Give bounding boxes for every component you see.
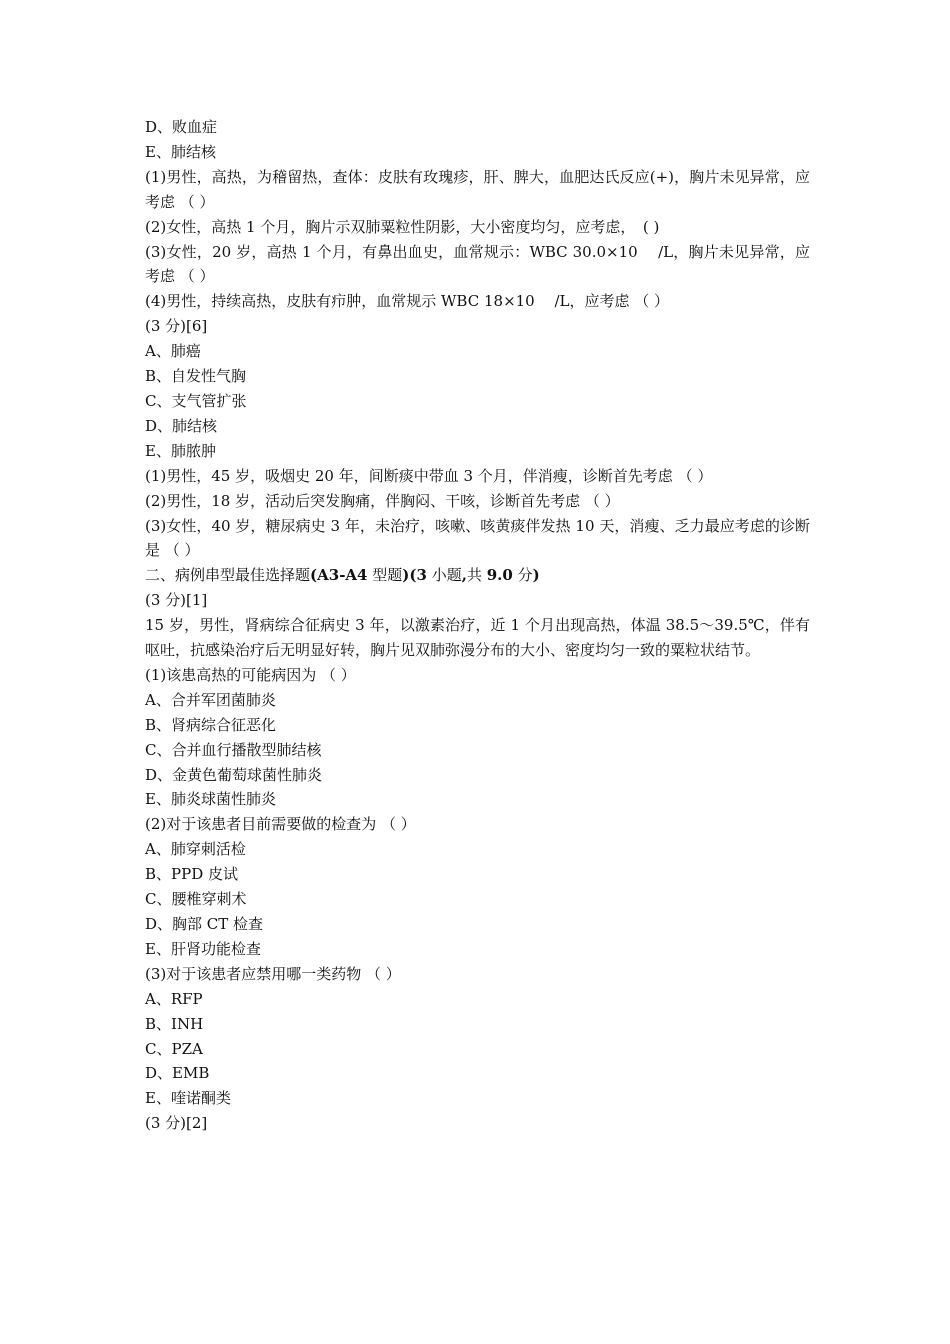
- option-line: E、喹诺酮类: [145, 1089, 231, 1108]
- question-text: (2)男性，18 岁，活动后突发胸痛，伴胸闷、干咳，诊断首先考虑 （ ）: [145, 491, 620, 510]
- case-stem: 15 岁，男性，肾病综合征病史 3 年，以激素治疗，近 1 个月出现高热，体温 38.5～39.5℃，伴有呕吐，抗感染治疗后无明显好转，胸片见双肺弥漫分布的大小、密度均匀一致的粟粒状结节。: [145, 616, 810, 660]
- option-line: B、自发性气胸: [145, 367, 247, 386]
- section-heading-bold: 9.0: [486, 566, 513, 585]
- section-heading-text: 小题: [426, 566, 462, 585]
- option-line: A、合并军团菌肺炎: [145, 690, 276, 709]
- question-text: (2)对于该患者目前需要做的检查为 （ ）: [145, 815, 416, 834]
- option-line: A、肺癌: [145, 342, 201, 361]
- question-text: (4)男性，持续高热，皮肤有疖肿，血常规示 WBC 18×10 /L，应考虑 （ ）: [145, 292, 670, 311]
- option-line: B、PPD 皮试: [145, 865, 239, 884]
- section-heading-text: 分: [512, 566, 533, 585]
- question-text: (1)男性，高热，为稽留热，查体：皮肤有玫瑰疹，肝、脾大，血肥达氏反应(+)，胸片未见异常，应考虑 （ ）: [145, 167, 810, 211]
- option-line: E、肝肾功能检查: [145, 939, 261, 958]
- question-text: (1)该患高热的可能病因为 （ ）: [145, 665, 356, 684]
- question-text: (1)男性，45 岁，吸烟史 20 年，间断痰中带血 3 个月，伴消瘦，诊断首先考虑 （ ）: [145, 466, 713, 485]
- section-heading-text: 型题: [367, 566, 403, 585]
- option-line: A、RFP: [145, 989, 203, 1008]
- question-text: (2)女性，高热 1 个月，胸片示双肺粟粒性阴影，大小密度均匀，应考虑， ( ): [145, 217, 660, 236]
- option-line: A、肺穿刺活检: [145, 840, 246, 859]
- question-text: (3)女性，40 岁，糖尿病史 3 年，未治疗，咳嗽、咳黄痰伴发热 10 天，消瘦、乏力最应考虑的诊断是 （ ）: [145, 516, 810, 560]
- option-line: E、肺脓肿: [145, 441, 216, 460]
- option-line: D、肺结核: [145, 416, 218, 435]
- option-line: C、合并血行播散型肺结核: [145, 740, 322, 759]
- section-heading: [145, 563, 810, 588]
- option-line: C、腰椎穿刺术: [145, 890, 247, 909]
- section-heading-prefix: 二、病例串型最佳选择题: [145, 566, 311, 585]
- option-line: D、胸部 CT 检查: [145, 915, 264, 933]
- option-line: E、肺结核: [145, 142, 216, 161]
- document-page: [145, 115, 810, 1136]
- group-header: (3 分)[6]: [145, 317, 208, 336]
- option-line: C、支气管扩张: [145, 391, 247, 410]
- option-line: B、肾病综合征恶化: [145, 715, 277, 734]
- section-heading-bold: (A3-A4: [310, 566, 368, 585]
- question-text: (3)对于该患者应禁用哪一类药物 （ ）: [145, 964, 401, 983]
- question-text: (3)女性，20 岁，高热 1 个月，有鼻出血史，血常规示：WBC 30.0×10 /L，胸片未见异常，应考虑 （ ）: [145, 242, 810, 286]
- option-line: E、肺炎球菌性肺炎: [145, 790, 276, 809]
- section-heading-bold: )(3: [402, 566, 427, 585]
- option-line: B、INH: [145, 1014, 204, 1033]
- section-heading-bold: ,: [461, 566, 467, 585]
- option-line: D、EMB: [145, 1064, 210, 1083]
- section-heading-text: 共: [466, 566, 487, 585]
- case-header: (3 分)[2]: [145, 1114, 208, 1133]
- case-header: (3 分)[1]: [145, 591, 208, 610]
- section-heading-bold: ): [532, 566, 540, 585]
- option-line: D、败血症: [145, 118, 218, 136]
- option-line: C、PZA: [145, 1039, 203, 1058]
- option-line: D、金黄色葡萄球菌性肺炎: [145, 765, 323, 784]
